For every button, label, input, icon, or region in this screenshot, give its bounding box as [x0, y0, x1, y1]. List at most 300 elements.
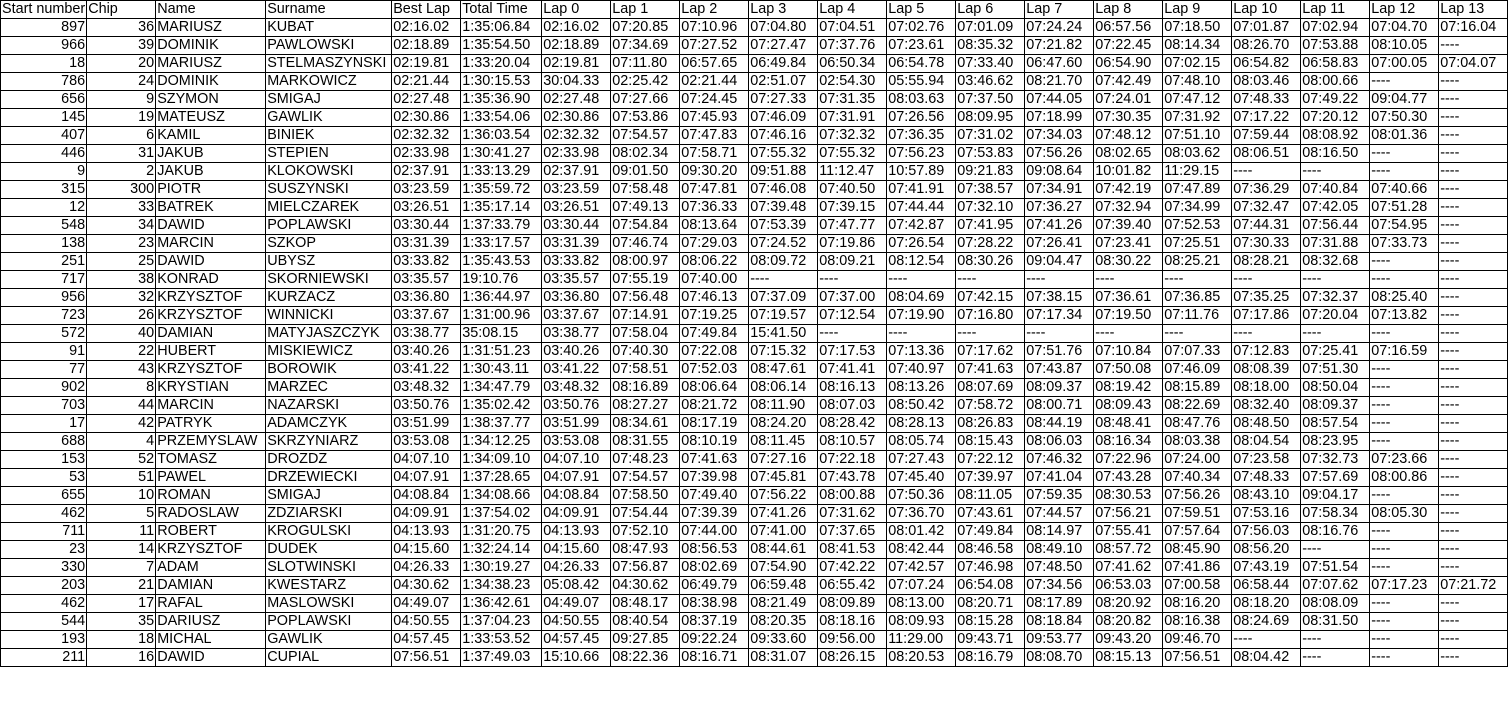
table-cell[interactable]: 23 [87, 235, 156, 253]
table-cell[interactable]: 03:50.76 [542, 397, 611, 415]
table-cell[interactable]: 09:21.83 [956, 163, 1025, 181]
table-cell[interactable]: 07:49.84 [680, 325, 749, 343]
table-cell[interactable]: 08:16.13 [818, 379, 887, 397]
table-cell[interactable]: 24 [87, 73, 156, 91]
table-cell[interactable]: POPLAWSKI [266, 217, 392, 235]
table-cell[interactable]: 07:56.03 [1232, 523, 1301, 541]
table-cell[interactable]: PAWLOWSKI [266, 37, 392, 55]
column-header[interactable]: Lap 6 [956, 1, 1025, 19]
table-cell[interactable]: 07:58.71 [680, 145, 749, 163]
table-cell[interactable]: MARZEC [266, 379, 392, 397]
table-cell[interactable]: 193 [1, 631, 87, 649]
table-cell[interactable]: 07:27.66 [611, 91, 680, 109]
table-cell[interactable]: 07:40.00 [680, 271, 749, 289]
table-cell[interactable]: 07:51.76 [1025, 343, 1094, 361]
table-cell[interactable]: 07:29.03 [680, 235, 749, 253]
table-cell[interactable]: 251 [1, 253, 87, 271]
table-cell[interactable]: ---- [1439, 433, 1508, 451]
table-cell[interactable]: 07:15.32 [749, 343, 818, 361]
table-cell[interactable]: 08:09.37 [1301, 397, 1370, 415]
table-cell[interactable]: 08:00.71 [1025, 397, 1094, 415]
table-cell[interactable]: 08:16.38 [1163, 613, 1232, 631]
table-cell[interactable]: MARIUSZ [156, 19, 266, 37]
table-cell[interactable]: 07:52.10 [611, 523, 680, 541]
table-cell[interactable]: 07:37.76 [818, 37, 887, 55]
table-cell[interactable]: 03:30.44 [542, 217, 611, 235]
table-cell[interactable]: 06:47.60 [1025, 55, 1094, 73]
table-cell[interactable]: 07:23.61 [887, 37, 956, 55]
table-cell[interactable]: HUBERT [156, 343, 266, 361]
table-cell[interactable]: ---- [1370, 379, 1439, 397]
table-cell[interactable]: 703 [1, 397, 87, 415]
table-cell[interactable]: 07:31.92 [1163, 109, 1232, 127]
table-cell[interactable]: 07:39.40 [1094, 217, 1163, 235]
table-cell[interactable]: 02:30.86 [542, 109, 611, 127]
table-cell[interactable]: 02:51.07 [749, 73, 818, 91]
table-cell[interactable]: 07:01.09 [956, 19, 1025, 37]
column-header[interactable]: Lap 5 [887, 1, 956, 19]
table-cell[interactable]: 08:35.32 [956, 37, 1025, 55]
table-cell[interactable]: 15:41.50 [749, 325, 818, 343]
column-header[interactable]: Lap 7 [1025, 1, 1094, 19]
table-cell[interactable]: ---- [818, 271, 887, 289]
table-cell[interactable]: 07:53.39 [749, 217, 818, 235]
table-cell[interactable]: ---- [1370, 271, 1439, 289]
table-cell[interactable]: 07:36.35 [887, 127, 956, 145]
table-cell[interactable]: 08:37.19 [680, 613, 749, 631]
table-cell[interactable]: 07:18.99 [1025, 109, 1094, 127]
table-cell[interactable]: 08:01.42 [887, 523, 956, 541]
table-cell[interactable]: 8 [87, 379, 156, 397]
table-cell[interactable]: 08:34.61 [611, 415, 680, 433]
table-cell[interactable]: ---- [1370, 595, 1439, 613]
table-cell[interactable]: 1:37:28.65 [461, 469, 542, 487]
table-cell[interactable]: 07:44.05 [1025, 91, 1094, 109]
table-cell[interactable]: 07:46.98 [956, 559, 1025, 577]
table-cell[interactable]: ---- [1025, 271, 1094, 289]
table-cell[interactable]: 22 [87, 343, 156, 361]
table-cell[interactable]: 07:46.08 [749, 181, 818, 199]
table-cell[interactable]: 08:44.61 [749, 541, 818, 559]
table-cell[interactable]: 07:26.41 [1025, 235, 1094, 253]
table-cell[interactable]: 08:22.69 [1163, 397, 1232, 415]
table-cell[interactable]: 07:54.95 [1370, 217, 1439, 235]
table-cell[interactable]: 1:35:36.90 [461, 91, 542, 109]
table-cell[interactable]: 04:15.60 [392, 541, 461, 559]
table-cell[interactable]: 06:58.83 [1301, 55, 1370, 73]
table-cell[interactable]: 11 [87, 523, 156, 541]
table-cell[interactable]: 08:16.79 [956, 649, 1025, 667]
table-cell[interactable]: 08:42.44 [887, 541, 956, 559]
table-cell[interactable]: 43 [87, 361, 156, 379]
table-cell[interactable]: 08:16.20 [1163, 595, 1232, 613]
table-cell[interactable]: 08:08.09 [1301, 595, 1370, 613]
table-cell[interactable]: 1:33:13.29 [461, 163, 542, 181]
table-cell[interactable]: 08:47.76 [1163, 415, 1232, 433]
table-cell[interactable]: BATREK [156, 199, 266, 217]
table-cell[interactable]: 35:08.15 [461, 325, 542, 343]
table-cell[interactable]: 08:38.98 [680, 595, 749, 613]
table-cell[interactable]: 08:04.69 [887, 289, 956, 307]
table-cell[interactable]: 1:33:54.06 [461, 109, 542, 127]
table-cell[interactable]: 03:35.57 [542, 271, 611, 289]
table-cell[interactable]: JAKUB [156, 163, 266, 181]
table-cell[interactable]: 08:01.36 [1370, 127, 1439, 145]
table-cell[interactable]: 07:01.87 [1232, 19, 1301, 37]
table-cell[interactable]: 02:18.89 [542, 37, 611, 55]
table-cell[interactable]: 02:33.98 [542, 145, 611, 163]
table-cell[interactable]: 1:31:20.75 [461, 523, 542, 541]
table-cell[interactable]: ---- [887, 271, 956, 289]
table-cell[interactable]: CUPIAL [266, 649, 392, 667]
table-cell[interactable]: 07:16.80 [956, 307, 1025, 325]
table-cell[interactable]: 08:13.00 [887, 595, 956, 613]
table-cell[interactable]: 08:20.71 [956, 595, 1025, 613]
table-cell[interactable]: 08:03.62 [1163, 145, 1232, 163]
table-cell[interactable]: 08:07.69 [956, 379, 1025, 397]
table-cell[interactable]: 03:48.32 [542, 379, 611, 397]
table-cell[interactable]: 688 [1, 433, 87, 451]
table-cell[interactable]: ---- [1439, 361, 1508, 379]
table-cell[interactable]: 07:37.09 [749, 289, 818, 307]
table-cell[interactable]: 07:30.33 [1232, 235, 1301, 253]
table-cell[interactable]: 897 [1, 19, 87, 37]
table-cell[interactable]: 1:36:03.54 [461, 127, 542, 145]
table-cell[interactable]: 07:41.86 [1163, 559, 1232, 577]
table-cell[interactable]: 06:49.84 [749, 55, 818, 73]
table-cell[interactable]: 08:09.37 [1025, 379, 1094, 397]
table-cell[interactable]: 19:10.76 [461, 271, 542, 289]
table-cell[interactable]: 07:27.16 [749, 451, 818, 469]
table-cell[interactable]: 07:02.15 [1163, 55, 1232, 73]
table-cell[interactable]: 04:08.84 [542, 487, 611, 505]
table-cell[interactable]: 07:42.87 [887, 217, 956, 235]
table-cell[interactable]: ---- [1370, 325, 1439, 343]
column-header[interactable]: Lap 11 [1301, 1, 1370, 19]
table-cell[interactable]: 07:51.10 [1163, 127, 1232, 145]
table-cell[interactable]: 07:26.54 [887, 235, 956, 253]
table-cell[interactable]: 21 [87, 577, 156, 595]
table-cell[interactable]: 08:28.13 [887, 415, 956, 433]
table-cell[interactable]: 02:21.44 [680, 73, 749, 91]
table-cell[interactable]: 07:53.88 [1301, 37, 1370, 55]
table-cell[interactable]: 1:36:44.97 [461, 289, 542, 307]
table-cell[interactable]: 2 [87, 163, 156, 181]
table-cell[interactable]: 03:37.67 [542, 307, 611, 325]
table-cell[interactable]: 15:10.66 [542, 649, 611, 667]
table-cell[interactable]: 07:54.44 [611, 505, 680, 523]
table-cell[interactable]: 07:46.09 [749, 109, 818, 127]
table-cell[interactable]: 03:41.22 [542, 361, 611, 379]
table-cell[interactable]: 08:09.89 [818, 595, 887, 613]
table-cell[interactable]: 07:19.57 [749, 307, 818, 325]
table-cell[interactable]: BINIEK [266, 127, 392, 145]
table-cell[interactable]: 08:26.83 [956, 415, 1025, 433]
table-cell[interactable]: 07:47.89 [1163, 181, 1232, 199]
table-cell[interactable]: 53 [1, 469, 87, 487]
table-cell[interactable]: 08:02.69 [680, 559, 749, 577]
table-cell[interactable]: 07:16.04 [1439, 19, 1508, 37]
table-cell[interactable]: 08:48.41 [1094, 415, 1163, 433]
table-cell[interactable]: MIELCZAREK [266, 199, 392, 217]
table-cell[interactable]: 04:26.33 [392, 559, 461, 577]
table-cell[interactable]: 03:23.59 [392, 181, 461, 199]
table-cell[interactable]: 09:27.85 [611, 631, 680, 649]
column-header[interactable]: Best Lap [392, 1, 461, 19]
table-cell[interactable]: 4 [87, 433, 156, 451]
table-cell[interactable]: DARIUSZ [156, 613, 266, 631]
table-cell[interactable]: 02:33.98 [392, 145, 461, 163]
table-cell[interactable]: 08:09.93 [887, 613, 956, 631]
table-cell[interactable]: 07:41.26 [1025, 217, 1094, 235]
table-cell[interactable]: 06:54.90 [1094, 55, 1163, 73]
table-cell[interactable]: 02:37.91 [542, 163, 611, 181]
table-cell[interactable]: 03:40.26 [542, 343, 611, 361]
table-cell[interactable]: ZDZIARSKI [266, 505, 392, 523]
table-cell[interactable]: 77 [1, 361, 87, 379]
table-cell[interactable]: ---- [1370, 361, 1439, 379]
table-cell[interactable]: 07:37.50 [956, 91, 1025, 109]
table-cell[interactable]: 03:33.82 [542, 253, 611, 271]
table-cell[interactable]: 07:17.53 [818, 343, 887, 361]
table-cell[interactable]: 203 [1, 577, 87, 595]
table-cell[interactable]: 07:48.12 [1094, 127, 1163, 145]
table-cell[interactable]: 08:47.61 [749, 361, 818, 379]
table-cell[interactable]: 07:39.39 [680, 505, 749, 523]
table-cell[interactable]: 07:21.82 [1025, 37, 1094, 55]
table-cell[interactable]: 04:26.33 [542, 559, 611, 577]
table-cell[interactable]: 08:20.35 [749, 613, 818, 631]
table-cell[interactable]: 02:37.91 [392, 163, 461, 181]
table-cell[interactable]: 07:41.04 [1025, 469, 1094, 487]
table-cell[interactable]: ---- [1163, 271, 1232, 289]
table-cell[interactable]: 07:27.52 [680, 37, 749, 55]
table-cell[interactable]: WINNICKI [266, 307, 392, 325]
table-cell[interactable]: ---- [1370, 163, 1439, 181]
table-cell[interactable]: 08:13.26 [887, 379, 956, 397]
table-cell[interactable]: 07:43.61 [956, 505, 1025, 523]
table-cell[interactable]: ---- [1439, 487, 1508, 505]
table-cell[interactable]: 08:20.92 [1094, 595, 1163, 613]
table-cell[interactable]: 07:50.36 [887, 487, 956, 505]
table-cell[interactable]: 07:48.23 [611, 451, 680, 469]
table-cell[interactable]: 08:04.42 [1232, 649, 1301, 667]
table-cell[interactable]: 06:50.34 [818, 55, 887, 73]
table-cell[interactable]: ---- [1439, 73, 1508, 91]
table-cell[interactable]: 07:04.07 [1439, 55, 1508, 73]
table-cell[interactable]: 08:24.69 [1232, 613, 1301, 631]
table-cell[interactable]: 07:17.22 [1232, 109, 1301, 127]
table-cell[interactable]: KRYSTIAN [156, 379, 266, 397]
table-cell[interactable]: ---- [1439, 505, 1508, 523]
table-cell[interactable]: ---- [1439, 199, 1508, 217]
table-cell[interactable]: 07:17.34 [1025, 307, 1094, 325]
table-cell[interactable]: 08:05.74 [887, 433, 956, 451]
table-cell[interactable]: 07:42.19 [1094, 181, 1163, 199]
table-cell[interactable]: 08:26.15 [818, 649, 887, 667]
table-cell[interactable]: 08:28.42 [818, 415, 887, 433]
table-cell[interactable]: ---- [1439, 127, 1508, 145]
table-cell[interactable]: 08:46.58 [956, 541, 1025, 559]
table-cell[interactable]: 07:32.32 [818, 127, 887, 145]
table-cell[interactable]: 07:55.32 [749, 145, 818, 163]
table-cell[interactable]: 07:53.83 [956, 145, 1025, 163]
table-cell[interactable]: 07:41.26 [749, 505, 818, 523]
table-cell[interactable]: 06:53.03 [1094, 577, 1163, 595]
table-cell[interactable]: 06:49.79 [680, 577, 749, 595]
table-cell[interactable]: 07:22.08 [680, 343, 749, 361]
table-cell[interactable]: 02:54.30 [818, 73, 887, 91]
table-cell[interactable]: 544 [1, 613, 87, 631]
table-cell[interactable]: KLOKOWSKI [266, 163, 392, 181]
table-cell[interactable]: 02:16.02 [542, 19, 611, 37]
table-cell[interactable]: 08:32.68 [1301, 253, 1370, 271]
table-cell[interactable]: 07:04.80 [749, 19, 818, 37]
table-cell[interactable]: 07:38.57 [956, 181, 1025, 199]
table-cell[interactable]: 08:31.50 [1301, 613, 1370, 631]
table-cell[interactable]: 10 [87, 487, 156, 505]
table-cell[interactable]: 08:03.63 [887, 91, 956, 109]
table-cell[interactable]: 02:32.32 [392, 127, 461, 145]
table-cell[interactable]: 08:00.97 [611, 253, 680, 271]
table-cell[interactable]: 02:25.42 [611, 73, 680, 91]
table-cell[interactable]: 35 [87, 613, 156, 631]
table-cell[interactable]: 07:42.15 [956, 289, 1025, 307]
table-cell[interactable]: 07:24.45 [680, 91, 749, 109]
table-cell[interactable]: 08:15.89 [1163, 379, 1232, 397]
table-cell[interactable]: GAWLIK [266, 631, 392, 649]
table-cell[interactable]: 9 [1, 163, 87, 181]
table-cell[interactable]: ---- [1370, 649, 1439, 667]
table-cell[interactable]: 07:59.51 [1163, 505, 1232, 523]
table-cell[interactable]: ---- [1232, 631, 1301, 649]
table-cell[interactable]: 07:35.25 [1232, 289, 1301, 307]
table-cell[interactable]: 08:21.49 [749, 595, 818, 613]
table-cell[interactable]: 08:09.72 [749, 253, 818, 271]
table-cell[interactable]: 09:51.88 [749, 163, 818, 181]
table-cell[interactable]: MATEUSZ [156, 109, 266, 127]
table-cell[interactable]: 08:30.22 [1094, 253, 1163, 271]
table-cell[interactable]: 9 [87, 91, 156, 109]
table-cell[interactable]: 02:18.89 [392, 37, 461, 55]
table-cell[interactable]: 07:12.54 [818, 307, 887, 325]
table-cell[interactable]: 07:28.22 [956, 235, 1025, 253]
table-cell[interactable]: ---- [1439, 595, 1508, 613]
table-cell[interactable]: 07:41.63 [680, 451, 749, 469]
table-cell[interactable]: 03:38.77 [392, 325, 461, 343]
table-cell[interactable]: 04:30.62 [611, 577, 680, 595]
table-cell[interactable]: 07:58.51 [611, 361, 680, 379]
table-cell[interactable]: 08:03.46 [1232, 73, 1301, 91]
table-cell[interactable]: 08:06.03 [1025, 433, 1094, 451]
table-cell[interactable]: 07:24.00 [1163, 451, 1232, 469]
table-cell[interactable]: DROZDZ [266, 451, 392, 469]
table-cell[interactable]: ---- [956, 325, 1025, 343]
column-header[interactable]: Name [156, 1, 266, 19]
table-cell[interactable]: 07:56.22 [749, 487, 818, 505]
table-cell[interactable]: ---- [1439, 469, 1508, 487]
table-cell[interactable]: 956 [1, 289, 87, 307]
table-cell[interactable]: 08:16.34 [1094, 433, 1163, 451]
table-cell[interactable]: SLOTWINSKI [266, 559, 392, 577]
table-cell[interactable]: 08:41.53 [818, 541, 887, 559]
table-cell[interactable]: 1:34:47.79 [461, 379, 542, 397]
table-cell[interactable]: 08:21.70 [1025, 73, 1094, 91]
table-cell[interactable]: 08:07.03 [818, 397, 887, 415]
table-cell[interactable]: 03:46.62 [956, 73, 1025, 91]
table-cell[interactable]: 02:19.81 [542, 55, 611, 73]
table-cell[interactable]: 07:53.86 [611, 109, 680, 127]
table-cell[interactable]: ---- [1439, 451, 1508, 469]
table-cell[interactable]: KWESTARZ [266, 577, 392, 595]
table-cell[interactable]: 08:40.54 [611, 613, 680, 631]
table-cell[interactable]: 08:06.51 [1232, 145, 1301, 163]
table-cell[interactable]: 1:37:04.23 [461, 613, 542, 631]
table-cell[interactable]: ---- [887, 325, 956, 343]
table-cell[interactable]: 02:27.48 [542, 91, 611, 109]
table-cell[interactable]: ---- [1301, 325, 1370, 343]
table-cell[interactable]: 07:46.09 [1163, 361, 1232, 379]
table-cell[interactable]: 03:23.59 [542, 181, 611, 199]
table-cell[interactable]: 08:44.19 [1025, 415, 1094, 433]
table-cell[interactable]: 08:50.42 [887, 397, 956, 415]
table-cell[interactable]: ---- [1370, 145, 1439, 163]
table-cell[interactable]: 07:12.83 [1232, 343, 1301, 361]
table-cell[interactable]: 04:57.45 [542, 631, 611, 649]
table-cell[interactable]: 03:30.44 [392, 217, 461, 235]
table-cell[interactable]: 1:35:06.84 [461, 19, 542, 37]
table-cell[interactable]: 10:01.82 [1094, 163, 1163, 181]
table-cell[interactable]: 36 [87, 19, 156, 37]
table-cell[interactable]: 08:56.20 [1232, 541, 1301, 559]
table-cell[interactable]: 1:35:54.50 [461, 37, 542, 55]
table-cell[interactable]: 07:43.28 [1094, 469, 1163, 487]
table-cell[interactable]: KAMIL [156, 127, 266, 145]
table-cell[interactable]: STELMASZYNSKI [266, 55, 392, 73]
table-cell[interactable]: 07:33.73 [1370, 235, 1439, 253]
table-cell[interactable]: 03:26.51 [542, 199, 611, 217]
table-cell[interactable]: 7 [87, 559, 156, 577]
table-cell[interactable]: 08:06.64 [680, 379, 749, 397]
table-cell[interactable]: 08:25.21 [1163, 253, 1232, 271]
column-header[interactable]: Lap 13 [1439, 1, 1508, 19]
table-cell[interactable]: ---- [1439, 109, 1508, 127]
table-cell[interactable]: 07:04.51 [818, 19, 887, 37]
table-cell[interactable]: 07:32.73 [1301, 451, 1370, 469]
table-cell[interactable]: 211 [1, 649, 87, 667]
table-cell[interactable]: MARCIN [156, 235, 266, 253]
table-cell[interactable]: 08:18.20 [1232, 595, 1301, 613]
table-cell[interactable]: 07:17.23 [1370, 577, 1439, 595]
table-cell[interactable]: 34 [87, 217, 156, 235]
table-cell[interactable]: 07:31.02 [956, 127, 1025, 145]
table-cell[interactable]: 08:18.84 [1025, 613, 1094, 631]
table-cell[interactable]: ---- [1439, 541, 1508, 559]
table-cell[interactable]: 07:41.63 [956, 361, 1025, 379]
table-cell[interactable]: 08:19.42 [1094, 379, 1163, 397]
table-cell[interactable]: 08:20.82 [1094, 613, 1163, 631]
column-header[interactable]: Chip [87, 1, 156, 19]
table-cell[interactable]: 03:31.39 [392, 235, 461, 253]
table-cell[interactable]: 03:51.99 [392, 415, 461, 433]
column-header[interactable]: Start number [2, 1, 86, 17]
table-cell[interactable]: 07:55.32 [818, 145, 887, 163]
table-cell[interactable]: PIOTR [156, 181, 266, 199]
table-cell[interactable]: 07:56.26 [1163, 487, 1232, 505]
table-cell[interactable]: 19 [87, 109, 156, 127]
table-cell[interactable]: PAWEL [156, 469, 266, 487]
table-cell[interactable]: 08:09.43 [1094, 397, 1163, 415]
